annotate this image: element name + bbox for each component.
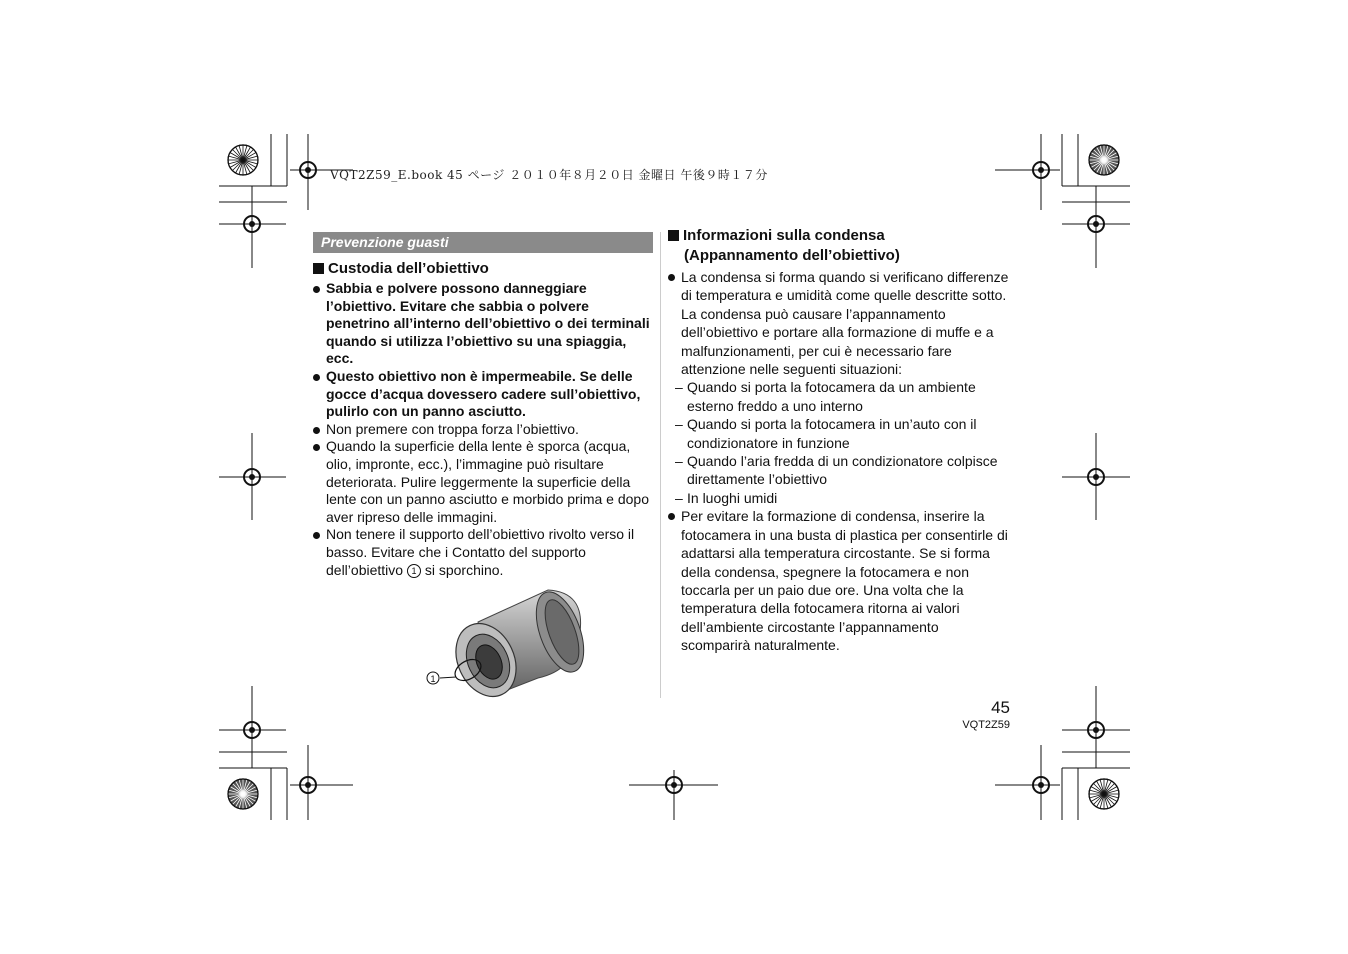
callout-number: 1 — [407, 564, 421, 578]
list-item: Per evitare la formazione di condensa, inserire la fotocamera in una busta di plastica per consentirle di adattarsi alla temperatura circostante. Se si forma della condensa, spegnere la fotocamera e non toccarla per un paio due ore. Una volta che la temperatura della fotocamera ritorna ai valori dell’ambiente circostante l’appannamento scomparirà naturalmente. — [668, 507, 1010, 654]
list-item: La condensa si forma quando si verificano differenze di temperatura e umidità come quelle descritte sotto. La condensa può causare l’appannamento dell’obiettivo e portare alla formazione di muffe e a malfunzionamenti, per cui è necessario fare attenzione nelle seguenti situazioni: — [668, 268, 1010, 378]
page-number: 45 — [991, 698, 1010, 717]
section-tag: Prevenzione guasti — [313, 232, 653, 253]
column-divider — [660, 232, 661, 698]
list-item: Quando la superficie della lente è sporca (acqua, olio, impronte, ecc.), l’immagine può risultare deteriorata. Pulire leggermente la superficie della lente con un panno asciutto e morbido prima e dopo aver ripreso delle immagini. — [313, 438, 653, 526]
document-code: VQT2Z59 — [962, 719, 1010, 731]
dash-item: – Quando si porta la fotocamera da un ambiente esterno freddo a uno interno — [668, 378, 1010, 415]
dash-item: – Quando si porta la fotocamera in un’auto con il condizionatore in funzione — [668, 415, 1010, 452]
right-heading-line1: Informazioni sulla condensa — [683, 227, 885, 244]
lens-illustration — [420, 582, 590, 704]
square-bullet-icon — [313, 263, 324, 274]
right-heading-line2: (Appannamento dell’obiettivo) — [684, 247, 900, 264]
square-bullet-icon — [668, 230, 679, 241]
lens-callout-number: 1 — [430, 674, 436, 684]
dash-item: – Quando l’aria fredda di un condizionatore colpisce direttamente l’obiettivo — [668, 452, 1010, 489]
list-item-text-end: si sporchino. — [424, 561, 504, 578]
list-item: Questo obiettivo non è impermeabile. Se delle gocce d’acqua dovessero cadere sull’obiettivo, pulirlo con un panno asciutto. — [313, 368, 653, 421]
left-column — [313, 259, 653, 579]
right-heading-sub — [668, 246, 1010, 265]
right-dash-list — [668, 378, 1010, 507]
dash-item: – In luoghi umidi — [668, 489, 1010, 507]
right-bullet-list — [668, 268, 1010, 378]
right-heading — [668, 226, 1010, 245]
right-bullet-list-2 — [668, 507, 1010, 654]
list-item: Sabbia e polvere possono danneggiare l’obiettivo. Evitare che sabbia o polvere penetrino all’interno dell’obiettivo o dei terminali quando si utilizza l’obiettivo su una spiaggia, ecc. — [313, 280, 653, 368]
left-heading-text: Custodia dell’obiettivo — [328, 260, 489, 277]
left-heading — [313, 259, 653, 278]
list-item: Non premere con troppa forza l’obiettivo. — [313, 421, 653, 439]
book-header: VQT2Z59_E.book 45 ページ ２０１０年８月２０日 金曜日 午後９時１７分 — [330, 168, 768, 182]
list-item — [313, 526, 653, 579]
list-item-text: Non tenere il supporto dell’obiettivo rivolto verso il basso. Evitare che i Contatto del supporto dell’obiettivo — [326, 526, 635, 578]
left-bullet-list — [313, 280, 653, 579]
right-column — [668, 226, 1010, 655]
